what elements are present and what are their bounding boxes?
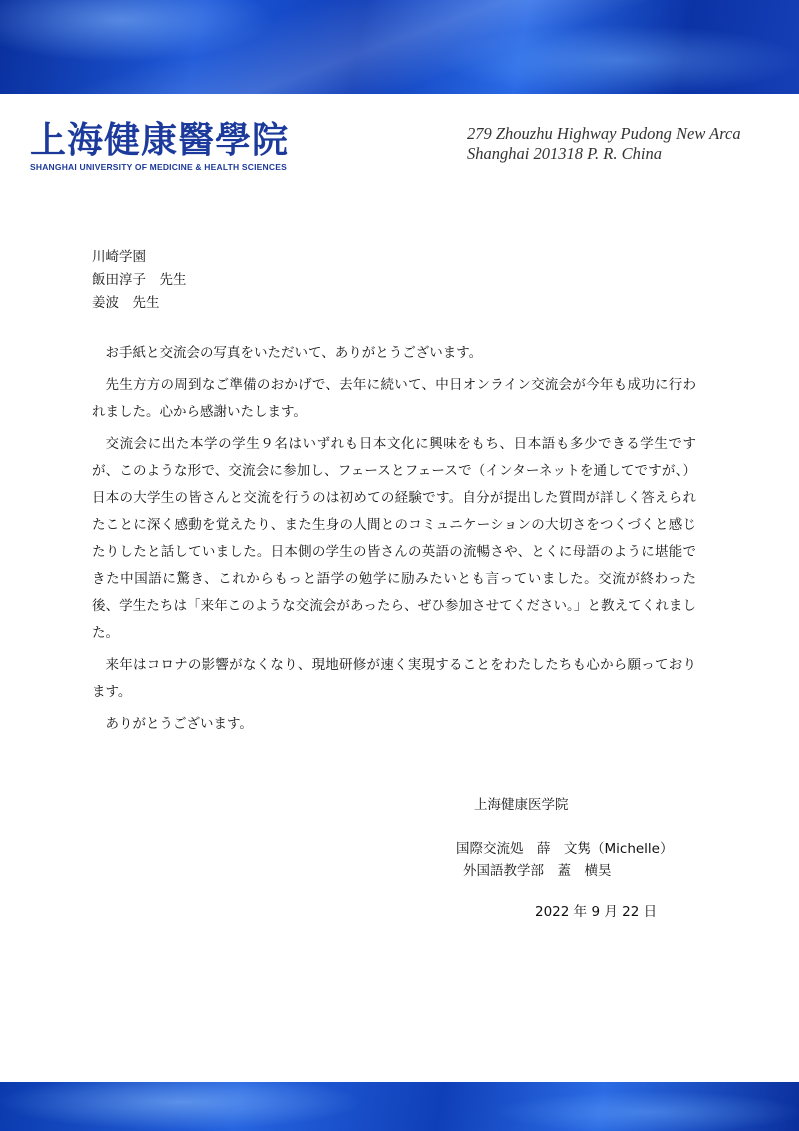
footer-banner <box>0 1082 799 1131</box>
signature-line-1: 国際交流処 薛 文隽（Michelle） <box>456 841 674 857</box>
letter-body <box>92 340 696 738</box>
logo-english-name: SHANGHAI UNIVERSITY OF MEDICINE & HEALTH SCIENCES <box>30 162 287 172</box>
letter-paragraph: ありがとうございます。 <box>105 716 253 732</box>
letter-paragraph: 来年はコロナの影響がなくなり、現地研修が速く実現することをわたしたちも心から願っております。 <box>92 657 696 700</box>
logo-chinese-name: 上海健康醫學院 <box>30 119 290 161</box>
recipient-institution: 川崎学園 <box>92 249 146 265</box>
recipient-name: 飯田淳子 先生 <box>92 272 187 288</box>
header-banner <box>0 0 799 94</box>
letter-paragraph: 先生方方の周到なご準備のおかげで、去年に続いて、中日オンライン交流会が今年も成功に行われました。心から感謝いたします。 <box>92 377 696 420</box>
letter-paragraph: お手紙と交流会の写真をいただいて、ありがとうございます。 <box>105 345 483 361</box>
letter-date: 2022 年 9 月 22 日 <box>535 904 658 920</box>
signature-school: 上海健康医学院 <box>474 797 569 813</box>
letter-paragraph: 交流会に出た本学の学生９名はいずれも日本文化に興味をもち、日本語も多少できる学生ですが、このような形で、交流会に参加し、フェースとフェースで（インターネットを通してですが、）日本の大学生の皆さんと交流を行うのは初めての経験です。自分が提出した質問が詳しく答えられたことに深く感動を覚えたり、また生身の人間とのコミュニケーションの大切さをつくづくと感じたりしたと話していました。日本側の学生の皆さんの英語の流暢さや、とくに母語のように堪能できた中国語に驚き、これからもっと語学の勉学に励みたいとも言っていました。交流が終わった後、学生たちは「来年このような交流会があったら、ぜひ参加させてください。」と教えてくれました。 <box>92 436 696 641</box>
address-line-1: 279 Zhouzhu Highway Pudong New Arca <box>467 124 741 143</box>
recipients-block <box>92 246 187 315</box>
signature-line-2: 外国語教学部 蓋 横昊 <box>463 863 612 879</box>
university-address <box>467 124 741 164</box>
recipient-name: 姜波 先生 <box>92 295 160 311</box>
university-logo <box>30 120 289 172</box>
address-line-2: Shanghai 201318 P. R. China <box>467 144 662 163</box>
